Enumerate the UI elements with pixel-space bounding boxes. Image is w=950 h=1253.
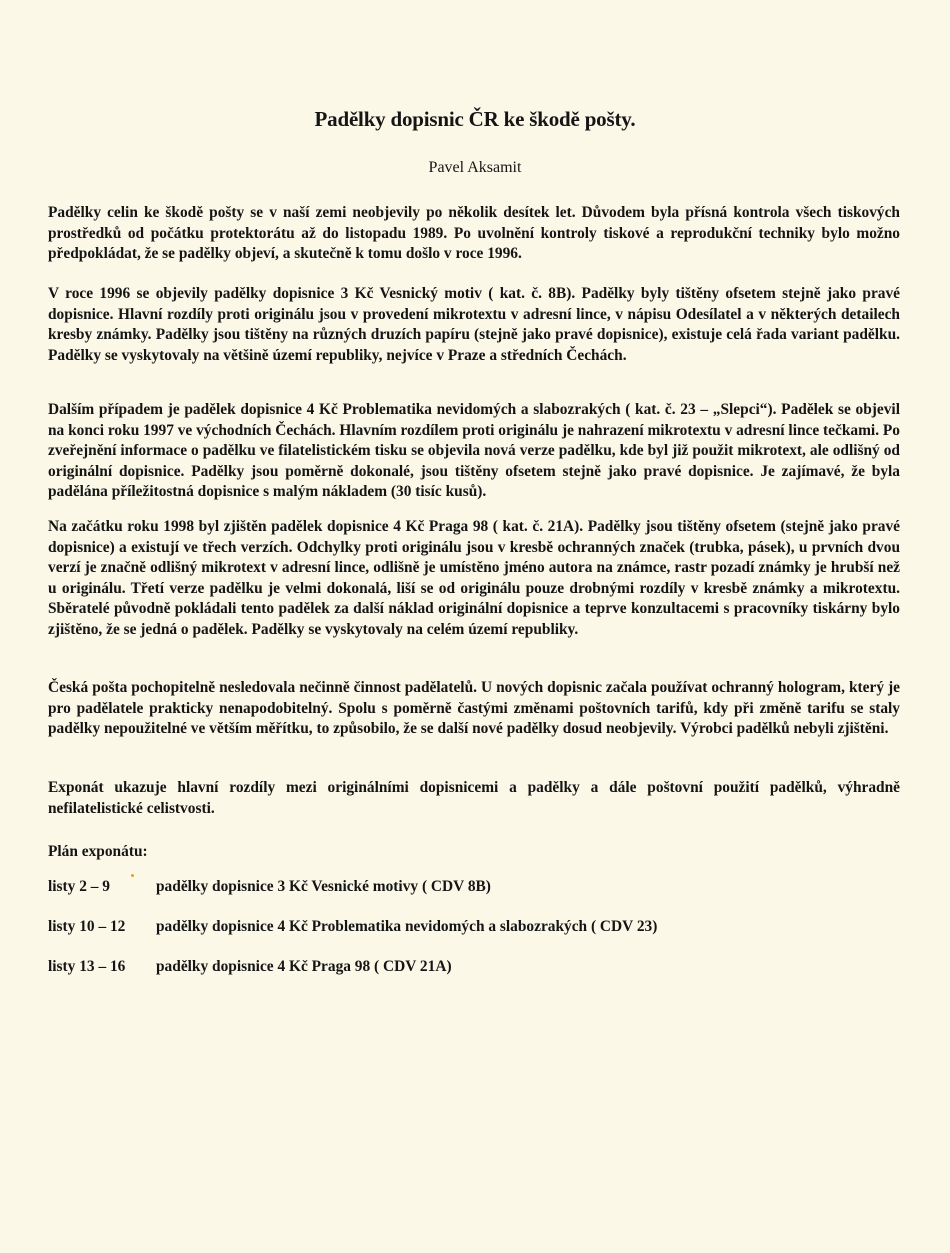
paragraph-ceska-posta: Česká pošta pochopitelně nesledovala nečinně činnost padělatelů. U nových dopisnic začala používat ochranný hologram, který je pro padělatele prakticky nenapodobitelný. Spolu s poměrně častými změnami poštovních tarifů, kdy při změně tarifu se staly padělky nepoužitelné ve větším měřítku, to způsobilo, že se další nové padělky dosud neobjevily. Výrobci padělků nebyli zjištěni. <box>48 679 900 738</box>
paragraph-praga98: Na začátku roku 1998 byl zjištěn padělek dopisnice 4 Kč Praga 98 ( kat. č. 21A). Padělky jsou tištěny ofsetem (stejně jako pravé dopisnice) a existují ve třech verzích. Odchylky proti originálu jsou v kresbě ochranných značek (trubka, pásek), u prvních dvou verzí je značně odlišný mikrotext v adresní lince, odlišně je umístěno jméno autora na známce, rastr pozadí známky je hrubší než u originálu. Třetí verze padělku je velmi dokonalá, liší se od originálu pouze drobnými rozdíly v kresbě známky a mikrotextu. Sběratelé původně pokládali tento padělek za další náklad originální dopisnice a teprve konzultacemi s pracovníky tiskárny bylo zjištěno, že se jedná o padělek. Padělky se vyskytovaly na celém území republiky. <box>48 518 900 638</box>
plan-description: padělky dopisnice 4 Kč Problematika nevidomých a slabozrakých ( CDV 23) <box>156 918 658 935</box>
plan-heading: Plán exponátu: <box>48 843 148 860</box>
plan-pages: listy 13 – 16 <box>48 958 126 975</box>
document-author: Pavel Aksamit <box>428 159 522 176</box>
paragraph-exponat: Exponát ukazuje hlavní rozdíly mezi originálními dopisnicemi a padělky a dále poštovní použití padělků, výhradně nefilatelistické celistvosti. <box>48 779 900 817</box>
plan-row <box>48 878 908 900</box>
plan-row <box>48 958 908 980</box>
document-title: Padělky dopisnic ČR ke škodě pošty. <box>314 107 636 131</box>
paragraph-intro: Padělky celin ke škodě pošty se v naší zemi neobjevily po několik desítek let. Důvodem byla přísná kontrola všech tiskových prostředků od počátku protektorátu až do listopadu 1989. Po uvolnění kontroly tiskové a reprodukční techniky bylo možno předpokládat, že se padělky objeví, a skutečně k tomu došlo v roce 1996. <box>48 204 900 263</box>
plan-pages: listy 10 – 12 <box>48 918 126 935</box>
plan-row <box>48 918 908 940</box>
paragraph-1996: V roce 1996 se objevily padělky dopisnice 3 Kč Vesnický motiv ( kat. č. 8B). Padělky byly tištěny ofsetem stejně jako pravé dopisnice. Hlavní rozdíly proti originálu jsou v provedení mikrotextu v adresní lince, v nápisu Odesílatel a v některých detailech kresby známky. Padělky jsou tištěny na různých druzích papíru (stejně jako pravé dopisnice), existuje celá řada variant padělku. Padělky se vyskytovaly na většině území republiky, nejvíce v Praze a středních Čechách. <box>48 285 900 364</box>
plan-pages: listy 2 – 9 <box>48 878 110 895</box>
plan-description: padělky dopisnice 3 Kč Vesnické motivy ( CDV 8B) <box>156 878 491 895</box>
paragraph-slepci: Dalším případem je padělek dopisnice 4 Kč Problematika nevidomých a slabozrakých ( kat. č. 23 – „Slepci“). Padělek se objevil na konci roku 1997 ve východních Čechách. Hlavním rozdílem proti originálu je nahrazení mikrotextu v adresní lince tečkami. Po zveřejnění informace o padělku ve filatelistickém tisku se objevila nová verze padělku, kde byl již použit mikrotext, ale odlišný od originální dopisnice. Padělky jsou poměrně dokonalé, jsou tištěny ofsetem stejně jako pravé dopisnice. Je zajímavé, že byla padělána příležitostná dopisnice s malým nákladem (30 tisíc kusů). <box>48 401 900 501</box>
speck-mark <box>131 874 134 877</box>
plan-description: padělky dopisnice 4 Kč Praga 98 ( CDV 21A) <box>156 958 452 975</box>
